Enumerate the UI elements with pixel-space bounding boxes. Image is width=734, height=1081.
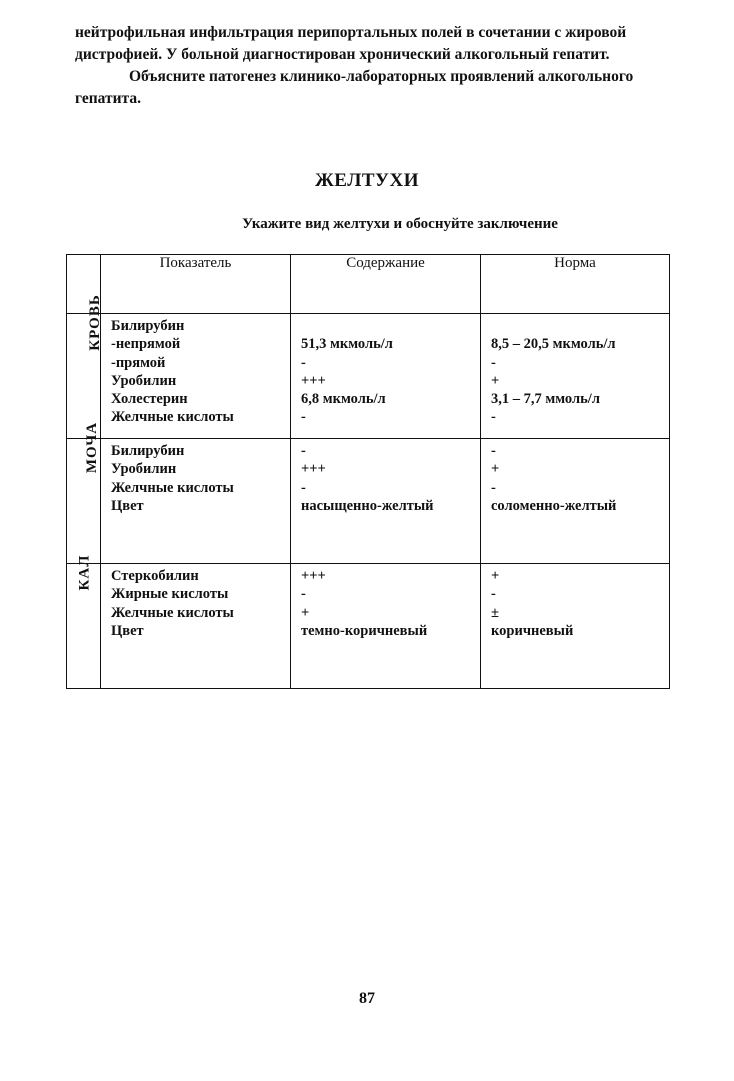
stool-indicator: Стеркобилин bbox=[111, 568, 199, 584]
blood-content-cell bbox=[291, 314, 481, 439]
stool-norm: - bbox=[491, 586, 496, 603]
stool-content-cell bbox=[291, 564, 481, 689]
stool-indicator: Желчные кислоты bbox=[111, 604, 234, 621]
header-content: Содержание bbox=[291, 255, 481, 314]
header-indicator: Показатель bbox=[101, 255, 291, 314]
table-section-urine bbox=[67, 439, 670, 564]
urine-indicator: Цвет bbox=[111, 497, 144, 514]
section-heading: ЖЕЛТУХИ bbox=[315, 170, 419, 191]
blood-norm: 3,1 – 7,7 ммоль/л bbox=[491, 391, 600, 408]
urine-norm-cell bbox=[481, 439, 670, 564]
blood-indicators-cell bbox=[101, 314, 291, 439]
urine-indicator: Уробилин bbox=[111, 461, 177, 478]
task-instruction: Укажите вид желтухи и обоснуйте заключение bbox=[242, 216, 558, 232]
section-label-blood: КРОВЬ bbox=[67, 314, 101, 439]
urine-norm: соломенно-желтый bbox=[491, 497, 617, 514]
blood-content: 6,8 мкмоль/л bbox=[301, 391, 386, 408]
urine-content: насыщенно-желтый bbox=[301, 497, 434, 514]
blood-norm-cell bbox=[481, 314, 670, 439]
blood-norm: + bbox=[491, 372, 500, 389]
blood-indicator: Желчные кислоты bbox=[111, 409, 234, 426]
blood-indicator: Билирубин bbox=[111, 318, 185, 334]
blood-indicator: Холестерин bbox=[111, 391, 188, 408]
stool-norm: + bbox=[491, 568, 500, 584]
urine-indicator: Желчные кислоты bbox=[111, 479, 234, 496]
page-number: 87 bbox=[359, 990, 375, 1007]
stool-indicator: Цвет bbox=[111, 622, 144, 639]
stool-norm: коричневый bbox=[491, 622, 574, 639]
stool-content: + bbox=[301, 604, 310, 621]
table-header-row bbox=[67, 255, 670, 314]
blood-content: - bbox=[301, 409, 306, 426]
urine-content: - bbox=[301, 443, 306, 459]
blood-norm: - bbox=[491, 409, 496, 426]
stool-content: темно-коричневый bbox=[301, 622, 428, 639]
header-norm: Норма bbox=[481, 255, 670, 314]
table-section-blood bbox=[67, 314, 670, 439]
blood-content: +++ bbox=[301, 372, 326, 389]
urine-norm: - bbox=[491, 479, 496, 496]
urine-norm: - bbox=[491, 443, 496, 459]
section-label-urine: МОЧА bbox=[67, 439, 101, 564]
stool-norm: ± bbox=[491, 604, 499, 621]
urine-indicators-cell bbox=[101, 439, 291, 564]
urine-norm: + bbox=[491, 461, 500, 478]
blood-norm: 8,5 – 20,5 мкмоль/л bbox=[491, 336, 616, 353]
blood-indicator: -прямой bbox=[111, 354, 166, 371]
stool-indicators-cell bbox=[101, 564, 291, 689]
blood-indicator: -непрямой bbox=[111, 336, 181, 353]
intro-paragraph-2: Объясните патогенез клинико-лабораторных проявлений алкогольного гепатита. bbox=[75, 68, 634, 107]
urine-indicator: Билирубин bbox=[111, 443, 185, 459]
intro-paragraph-1: нейтрофильная инфильтрация перипортальных полей в сочетании с жировой дистрофией. У больной диагностирован хронический алкогольный гепатит. bbox=[75, 24, 627, 63]
section-label-stool: КАЛ bbox=[67, 564, 101, 689]
table-section-stool bbox=[67, 564, 670, 689]
urine-content: - bbox=[301, 479, 306, 496]
blood-content bbox=[301, 317, 480, 335]
blood-content: 51,3 мкмоль/л bbox=[301, 336, 393, 353]
stool-content: - bbox=[301, 586, 306, 603]
stool-norm-cell bbox=[481, 564, 670, 689]
blood-norm: - bbox=[491, 354, 496, 371]
urine-content: +++ bbox=[301, 461, 326, 478]
stool-content: +++ bbox=[301, 568, 326, 584]
urine-content-cell bbox=[291, 439, 481, 564]
stool-indicator: Жирные кислоты bbox=[111, 586, 229, 603]
jaundice-table bbox=[66, 254, 670, 689]
blood-norm bbox=[491, 317, 669, 335]
blood-indicator: Уробилин bbox=[111, 372, 177, 389]
blood-content: - bbox=[301, 354, 306, 371]
